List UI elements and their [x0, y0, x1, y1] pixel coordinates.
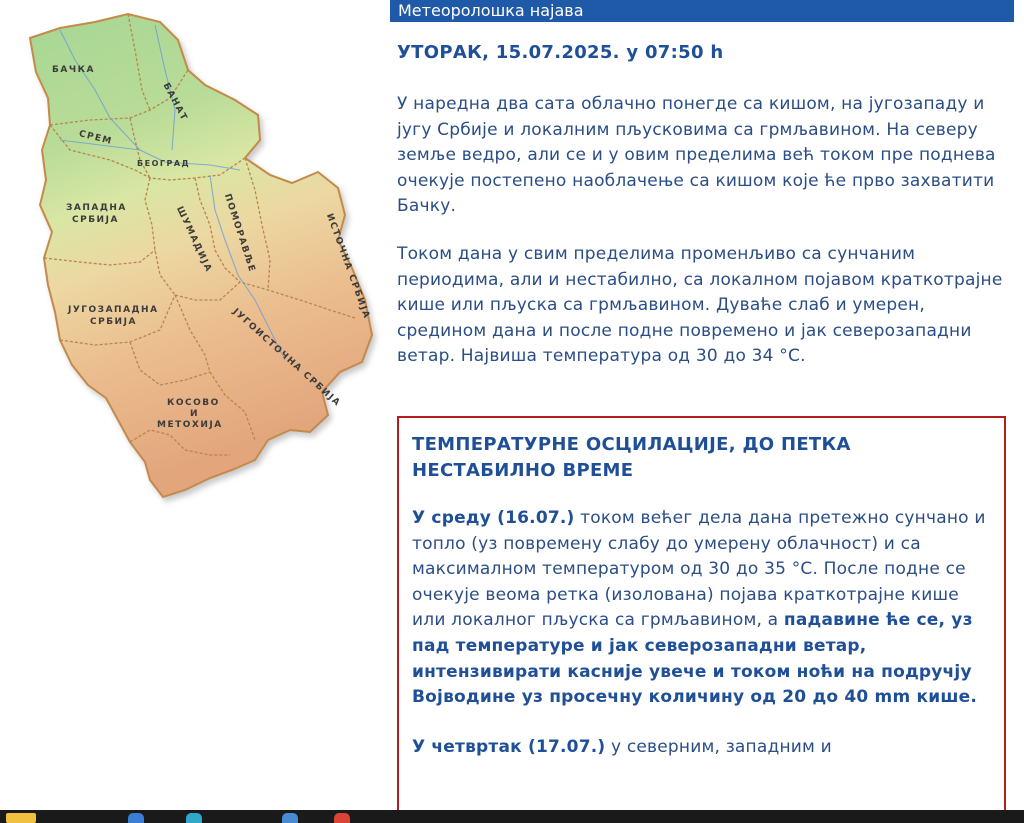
start-icon[interactable] [6, 813, 36, 823]
edge-browser-icon[interactable] [186, 813, 202, 823]
app-icon[interactable] [282, 813, 298, 823]
serbia-regions-map [0, 0, 390, 560]
region-label-banat: БАНАТ [160, 81, 190, 124]
chrome-icon[interactable] [334, 813, 350, 823]
outlook-wednesday-day: У среду (16.07.) [412, 508, 575, 528]
region-label-jugozapadna-1: ЈУГОЗАПАДНА [68, 305, 159, 315]
outlook-box [397, 416, 1006, 816]
outlook-thursday-text: у северним, западним и [605, 736, 832, 757]
region-label-backa: БАЧКА [52, 65, 95, 75]
outlook-wednesday-paragraph [412, 506, 992, 711]
region-label-kosovo-2: И [190, 409, 200, 419]
forecast-paragraph-1: У наредна два сата облачно понегде са кишом, на југозападу и југу Србије и локалним пљусковима са грмљавином. На северу земље ведро, али се и у овим пределима већ током пре поднева очекује постепено наоблачење са кишом које ће прво захватити Бачку. [397, 94, 996, 217]
region-label-zapadna-2: СРБИЈА [72, 215, 119, 225]
outlook-wednesday-highlight: падавине ће се, уз пад температуре и јак северозападни ветар, интензивирати касније увече и током ноћи на подручју Војводине уз просечну количину од 20 до 40 mm кише. [412, 610, 977, 708]
outlook-wednesday-text: током већег дела дана претежно сунчано и топло (уз повремену слабу до умерену облачност) и са максималном температуром од 30 до 35 °C. После подне се очекује веома ретка (изолована) појава краткотрајне кише или локалног пљуска са грмљавином, а [412, 508, 986, 631]
region-label-sumadija: ШУМАДИЈА [174, 204, 214, 275]
search-icon[interactable] [128, 813, 144, 823]
scrollbar-track[interactable] [1016, 0, 1024, 823]
forecast-title: УТОРАК, 15.07.2025. у 07:50 h [397, 42, 724, 63]
region-label-jugoistocna: ЈУГОИСТОЧНА СРБИЈА [230, 306, 343, 410]
forecast-paragraph-2: Током дана у свим пределима променљиво са сунчаним периодима, али и нестабилно, са локалном појавом краткотрајне кише или пљуска са грмљавином. Дуваће слаб и умерен, средином дана и после подне повремено и јак северозападни ветар. Највиша температура од 30 до 34 °C. [397, 244, 1003, 367]
outlook-thursday-day: У четвртак (17.07.) [412, 736, 606, 757]
region-label-zapadna-1: ЗАПАДНА [66, 203, 127, 213]
taskbar [0, 810, 1024, 823]
region-label-kosovo-1: КОСОВО [167, 398, 220, 408]
region-label-srem: СРЕМ [77, 129, 114, 148]
outlook-thursday-paragraph [412, 735, 992, 761]
region-label-beograd: БЕОГРАД [137, 159, 191, 168]
outlook-title: ТЕМПЕРАТУРНЕ ОСЦИЛАЦИЈЕ, ДО ПЕТКА НЕСТАБИЛНО ВРЕМЕ [412, 434, 851, 481]
region-label-kosovo-3: МЕТОХИЈА [157, 420, 223, 430]
section-header-title: Метеоролошка најава [398, 1, 584, 20]
region-label-istocna: ИСТОЧНА СРБИЈА [323, 212, 372, 321]
region-label-jugozapadna-2: СРБИЈА [90, 317, 137, 327]
region-label-pomoravlje: ПОМОРАВЉЕ [221, 192, 257, 275]
section-header-bar [390, 0, 1014, 22]
